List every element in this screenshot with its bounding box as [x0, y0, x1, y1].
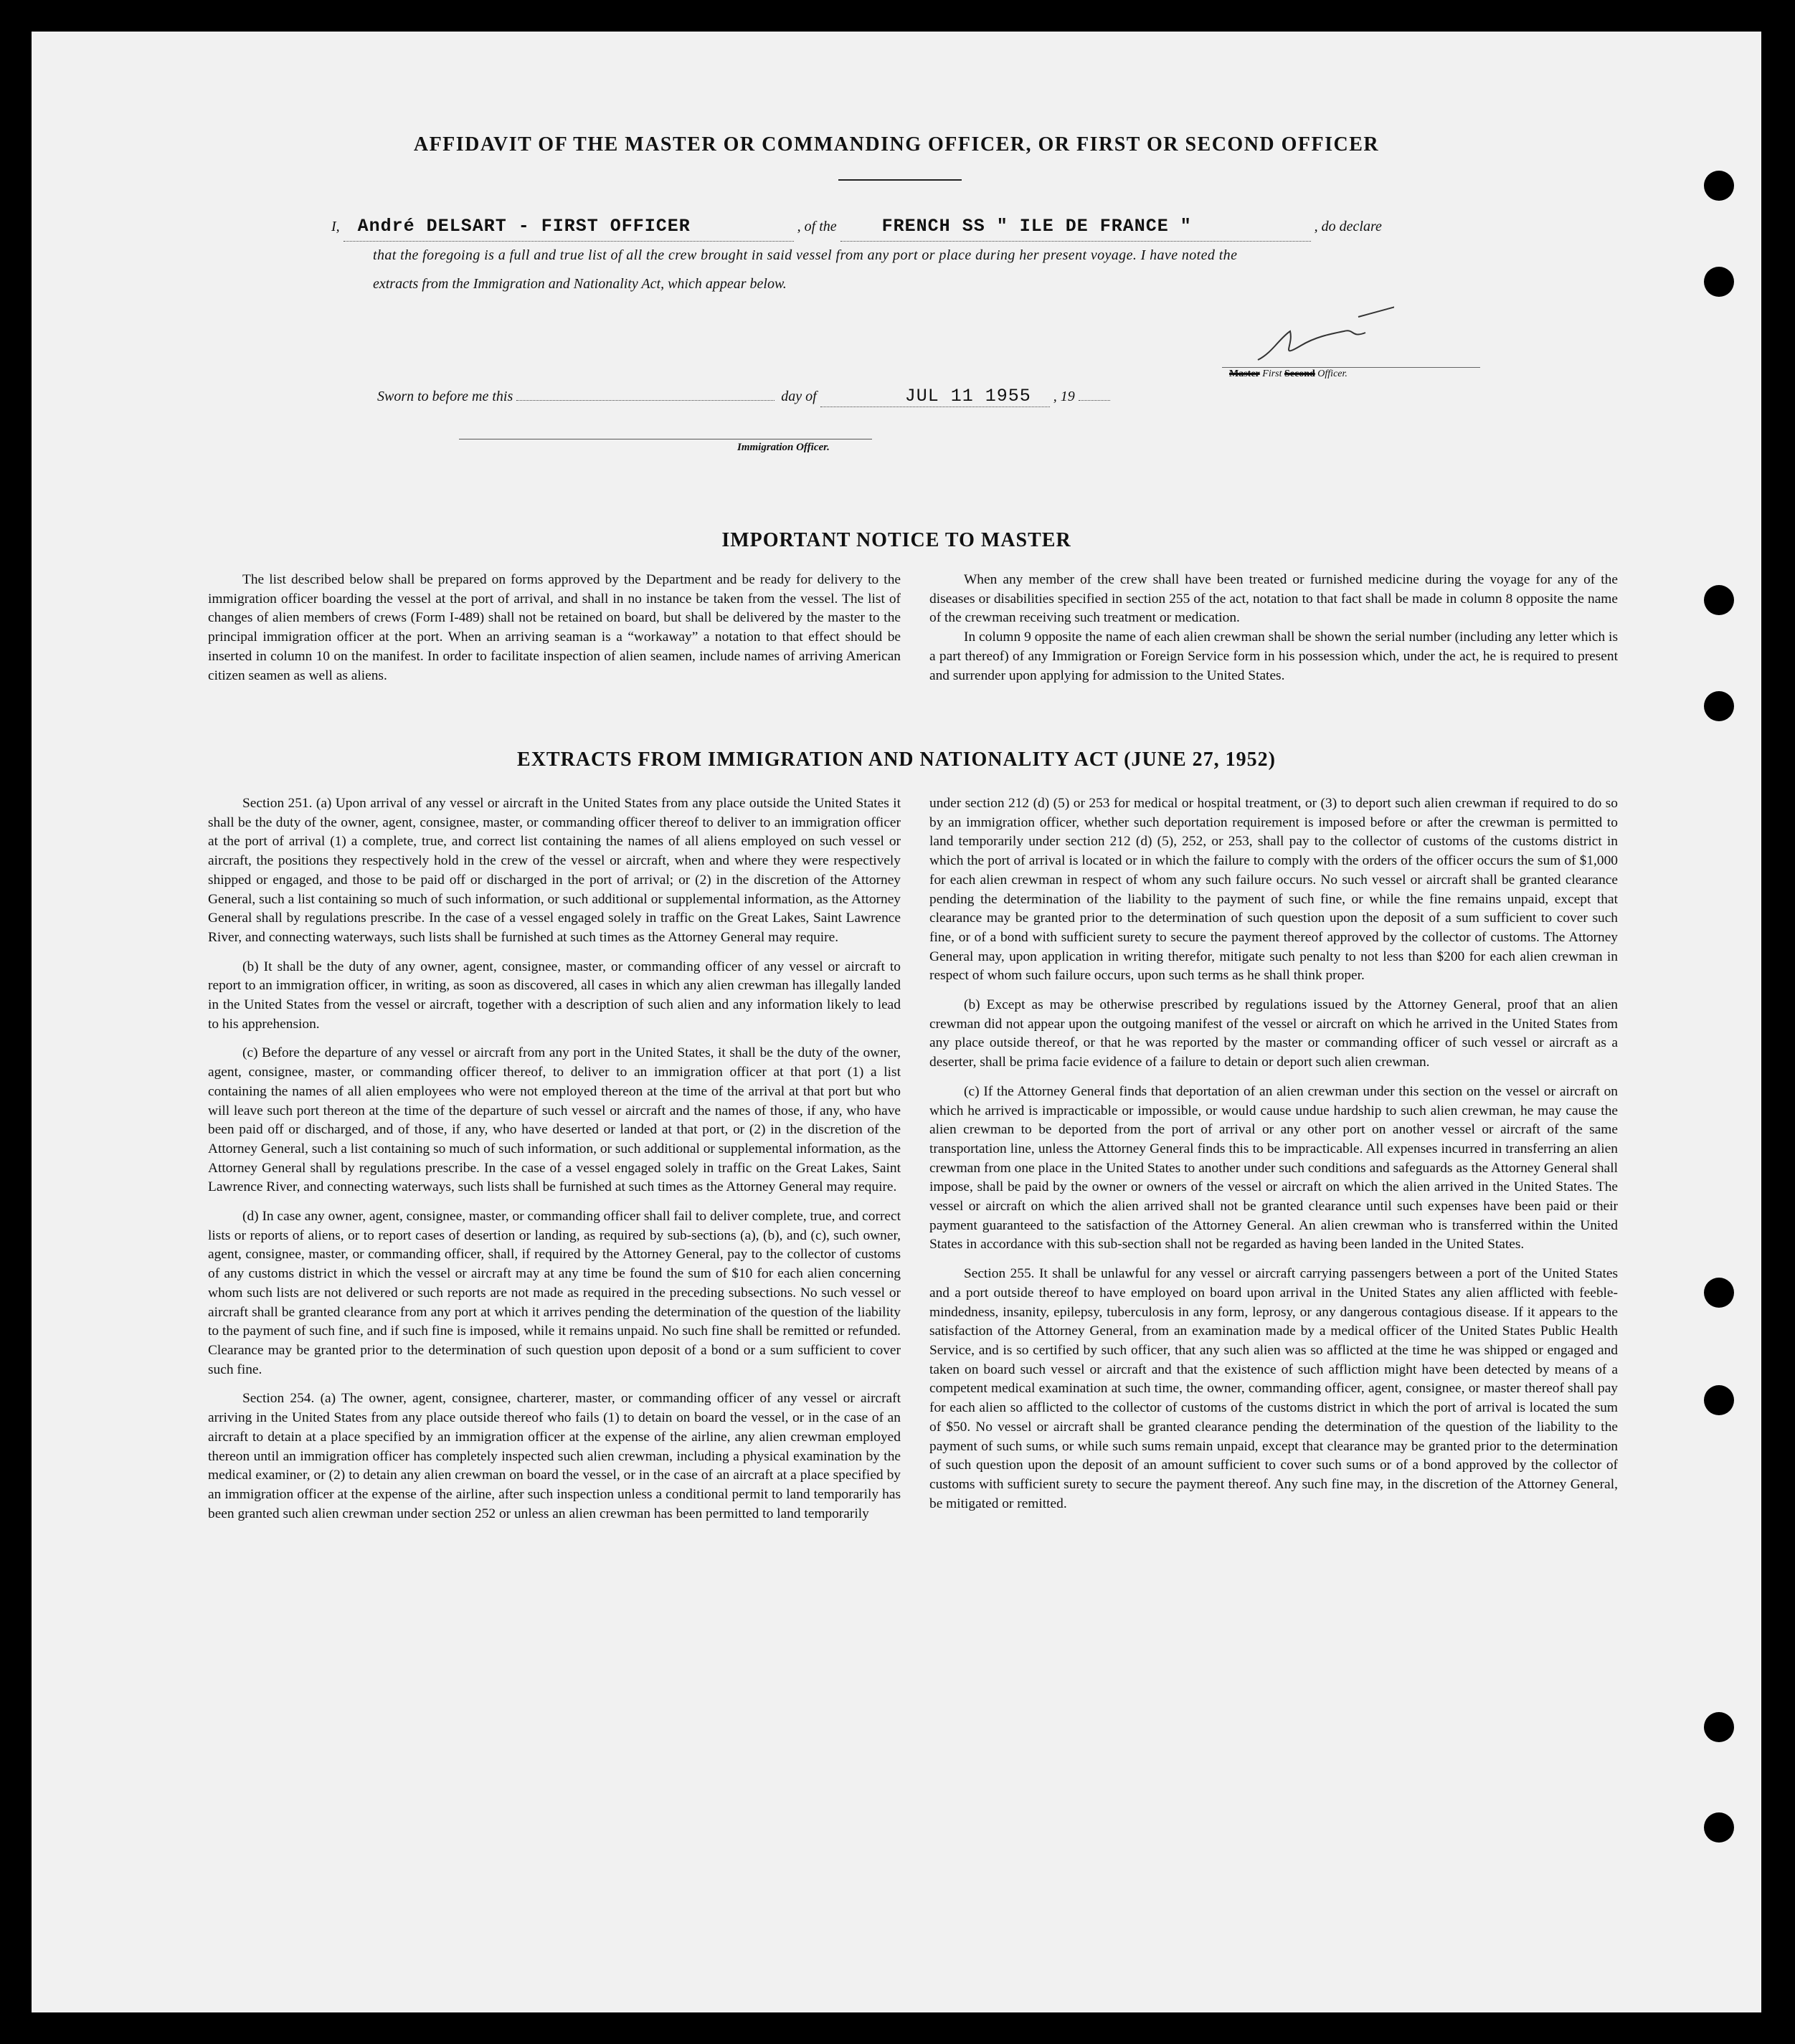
section-251a: Section 251. (a) Upon arrival of any vessel or aircraft in the United States from any place outside the United States it shall be the duty of the owner, agent, consignee, master, or commanding officer thereof to deliver to an immigration officer at the port of arrival (1) a complete, true, and correct list containing the names of all aliens employed on such vessel or aircraft, the positions they respectively hold in the crew of the vessel or aircraft, when and where they were respectively shipped or engaged, and those to be paid off or discharged in the port of arrival; or (2) in the discretion of the Attorney General, such a list containing so much of such information, or such additional or supplemental information, as the Attorney General shall by regulations prescribe. In the case of a vessel engaged solely in traffic on the Great Lakes, Saint Lawrence River, and connecting waterways, such lists shall be furnished at such times as the Attorney General may require.	[208, 796, 901, 945]
declaration-line-3: extracts from the Immigration and Nationality Act, which appear below.	[373, 276, 787, 292]
section-254c: (c) If the Attorney General finds that deportation of an alien crewman under this section on the vessel or aircraft on which he arrived is impracticable or impossible, or would cause undue hardship to such alien crewman, he may cause the alien crewman to be deported from the port of arrival or any other port on another vessel or aircraft of the same transportation line, unless the Attorney General finds this to be impracticable. All expenses incurred in transferring an alien crewman from one place in the United States to another under such conditions and safeguards as the Attorney General shall impose, shall be paid by the owner or owners of the vessel or aircraft on which the alien arrived in the United States. The vessel or aircraft on which the alien arrived shall not be granted clearance until such expenses have been paid or their payment guaranteed to the satisfaction of the Attorney General. An alien crewman who is transferred within the United States in accordance with this sub-section shall not be regarded as having been landed in the United States.	[929, 1083, 1618, 1252]
declaration	[331, 212, 1493, 298]
declaration-line-1	[331, 212, 1493, 241]
notice-heading: IMPORTANT NOTICE TO MASTER	[721, 529, 1071, 551]
officer-signature	[1251, 303, 1394, 367]
notice-left-paragraph: The list described below shall be prepared on forms approved by the Department and be ready for delivery to the immigration officer boarding the vessel at the port of arrival, and shall in no instance be taken from the vessel. The list of changes of alien members of crews (Form I-489) shall not be retained on board, but shall be delivered by the master to the principal immigration officer at the port. When an arriving seaman is a “workaway” a notation to that effect should be inserted in column 10 on the manifest. In order to facilitate inspection of alien seamen, include names of arriving American citizen seamen as well as aliens.	[208, 572, 901, 683]
section-251b: (b) It shall be the duty of any owner, agent, consignee, master, or commanding officer of any vessel or aircraft to report to an immigration officer, in writing, as soon as discovered, all cases in which any alien crewman has illegally landed in the United States from the vessel or aircraft, together with a description of such alien and any information likely to lead to his apprehension.	[208, 959, 901, 1032]
affidavit-title: AFFIDAVIT OF THE MASTER OR COMMANDING OFFICER, OR FIRST OR SECOND OFFICER	[413, 133, 1380, 156]
title-rule	[838, 179, 962, 181]
sworn-date: JUL 11 1955	[904, 386, 1031, 407]
section-255: Section 255. It shall be unlawful for any vessel or aircraft carrying passengers between a port of the United States and a port outside thereof to have employed on board upon arrival in the United States any alien afflicted with feeble-mindedness, insanity, epilepsy, tuberculosis in any form, leprosy, or any dangerous contagious disease. If it appears to the satisfaction of the Attorney General, from an examination made by a medical officer of the United States Public Health Service, and is so certified by such officer, that any such alien was so afflicted at the time he was shipped or engaged and taken on board such vessel or aircraft and that the existence of such affliction might have been detected by means of a competent medical examination at such time, the owner, commanding officer, agent, consignee, or master thereof shall pay for each alien so afflicted to the collector of customs of the customs district in which the port of arrival is located the sum of $50. No vessel or aircraft shall be granted clearance pending the determination of the question of the liability to the payment of such sums, or while such sums remain unpaid, except that clearance may be granted prior to the determination of such question upon the deposit of an amount sufficient to cover such sums or of a bond approved by the collector of customs with sufficient surety to secure the payment thereof. Any such fine may, in the discretion of the Attorney General, be mitigated or remitted.	[929, 1266, 1618, 1511]
punch-hole	[1704, 1812, 1734, 1843]
notice-right-paragraph-2: In column 9 opposite the name of each alien crewman shall be shown the serial number (including any letter which is a part thereof) of any Immigration or Foreign Service form in his possession which, under the act, he is required to present and surrender upon applying for admission to the United States.	[929, 629, 1618, 683]
section-254a: Section 254. (a) The owner, agent, consignee, charterer, master, or commanding officer of any vessel or aircraft arriving in the United States from any place outside thereof who fails (1) to detain on board the vessel, or in the case of an aircraft to detain at a place specified by an immigration officer at the expense of the airline, any alien crewman employed thereon until an immigration officer has completely inspected such alien crewman, including a physical examination by the medical examiner, or (2) to detain any alien crewman on board the vessel, or in the case of an aircraft at a place specified by an immigration officer at the expense of the airline, after such inspection unless a conditional permit to land temporarily has been granted such alien crewman under section 252 or unless an alien crewman has been permitted to land temporarily	[208, 1391, 901, 1521]
caption-officer: Officer.	[1317, 369, 1348, 379]
extracts-left-column	[208, 794, 901, 1534]
struck-master: Master	[1229, 369, 1260, 379]
immigration-officer-caption: Immigration Officer.	[737, 442, 830, 453]
year-suffix: , 19	[1053, 389, 1075, 404]
date-field	[820, 386, 1050, 407]
punch-hole	[1704, 1712, 1734, 1742]
section-251d: (d) In case any owner, agent, consignee, master, or commanding officer shall fail to deliver complete, true, and correct lists or reports of aliens, or to report cases of desertion or landing, as required by sub-sections (a), (b), and (c), such owner, agent, consignee, master, or commanding officer, shall, if required by the Attorney General, pay to the collector of customs of any customs district in which the vessel or aircraft may at any time be found the sum of $10 for each alien concerning whom such lists are not delivered or such reports are not made as required in the preceding subsections. No such vessel or aircraft shall be granted clearance from any port at which it arrives pending the determination of the question of the liability to the payment of such fine, and if such fine is imposed, while it remains unpaid. No such fine shall be remitted or refunded. Clearance may be granted prior to the determination of such question upon deposit of a bond or a sum sufficient to cover such fine.	[208, 1209, 901, 1377]
punch-hole	[1704, 171, 1734, 201]
vessel-field	[840, 212, 1311, 242]
declare-prefix: I,	[331, 219, 340, 234]
section-254b: (b) Except as may be otherwise prescribed by regulations issued by the Attorney General, proof that an alien crewman did not appear upon the outgoing manifest of the vessel or aircraft on which he arrived in the United States from any place outside thereof, or that he was reported by the master or commanding officer of such vessel or aircraft as a deserter, shall be prima facie evidence of a failure to detain or deport such alien crewman.	[929, 997, 1618, 1070]
struck-second: Second	[1284, 369, 1315, 379]
punch-hole	[1704, 1278, 1734, 1308]
day-of-label: day of	[781, 389, 817, 404]
extracts-right-column	[929, 794, 1618, 1524]
do-declare-label: , do declare	[1314, 219, 1382, 234]
sworn-line	[377, 386, 1110, 407]
punch-hole	[1704, 267, 1734, 297]
notice-left-column	[208, 571, 901, 695]
signature-line	[1222, 367, 1480, 368]
signature-caption	[1229, 369, 1348, 380]
year-field	[1079, 400, 1110, 401]
section-254a-continued: under section 212 (d) (5) or 253 for medical or hospital treatment, or (3) to deport such alien crewman if required to do so by an immigration officer, whether such deportation requirement is imposed before or after the crewman is permitted to land temporarily under section 212 (d) (5), 252, or 253, shall pay to the collector of customs of the customs district in which the port of arrival is located or in which the failure to comply with the orders of the officer occurs the sum of $1,000 for each alien crewman in respect of whom any such failure occurs. No such vessel or aircraft shall be granted clearance pending the determination of the liability to the payment of such fine, or while the fine remains unpaid, except that clearance may be granted prior to the determination of such question upon the deposit of a sum sufficient to cover such fine, or of a bond with sufficient surety to secure the payment thereof approved by the collector of customs. The Attorney General may, upon application in writing therefor, mitigate such penalty to not less than $200 for each alien crewman in respect of whom such failure occurs, upon such terms as he shall think proper.	[929, 796, 1618, 984]
notice-right-paragraph-1: When any member of the crew shall have been treated or furnished medicine during the voyage for any of the diseases or disabilities specified in section 255 of the act, notation to that fact shall be made in column 8 opposite the name of the crewman receiving such treatment or medication.	[929, 572, 1618, 626]
extracts-heading: EXTRACTS FROM IMMIGRATION AND NATIONALITY ACT (JUNE 27, 1952)	[517, 748, 1276, 771]
vessel-name: FRENCH SS " ILE DE FRANCE "	[881, 216, 1192, 237]
officer-name: André DELSART - FIRST OFFICER	[357, 216, 691, 237]
punch-hole	[1704, 691, 1734, 721]
sworn-day-field	[516, 400, 775, 401]
declaration-line-2: that the foregoing is a full and true list of all the crew brought in said vessel from any port or place during her present voyage. I have noted the	[373, 247, 1238, 263]
punch-hole	[1704, 1385, 1734, 1415]
document-page	[32, 32, 1761, 2012]
of-the-label: , of the	[797, 219, 837, 234]
caption-first: First	[1262, 369, 1282, 379]
section-251c: (c) Before the departure of any vessel or aircraft from any port in the United States, it shall be the duty of the owner, agent, consignee, master, or commanding officer thereof, to deliver to an immigration officer at that port (1) a list containing the names of all alien employees who were not employed thereon at the time of the arrival at that port but who will leave such port thereon at the time of the departure of such vessel or aircraft and the names of those, if any, who have been paid off or discharged, and of those, if any, who have deserted or landed at that port, or (2) in the discretion of the Attorney General, such a list containing so much of such information, or such additional or supplemental information, as the Attorney General shall by regulations prescribe. In the case of a vessel engaged solely in traffic on the Great Lakes, Saint Lawrence River, and connecting waterways, such lists shall be furnished at such times as the Attorney General may require.	[208, 1045, 901, 1195]
officer-name-field	[344, 212, 794, 242]
sworn-label: Sworn to before me this	[377, 389, 513, 404]
notice-right-column	[929, 571, 1618, 695]
punch-hole	[1704, 585, 1734, 615]
